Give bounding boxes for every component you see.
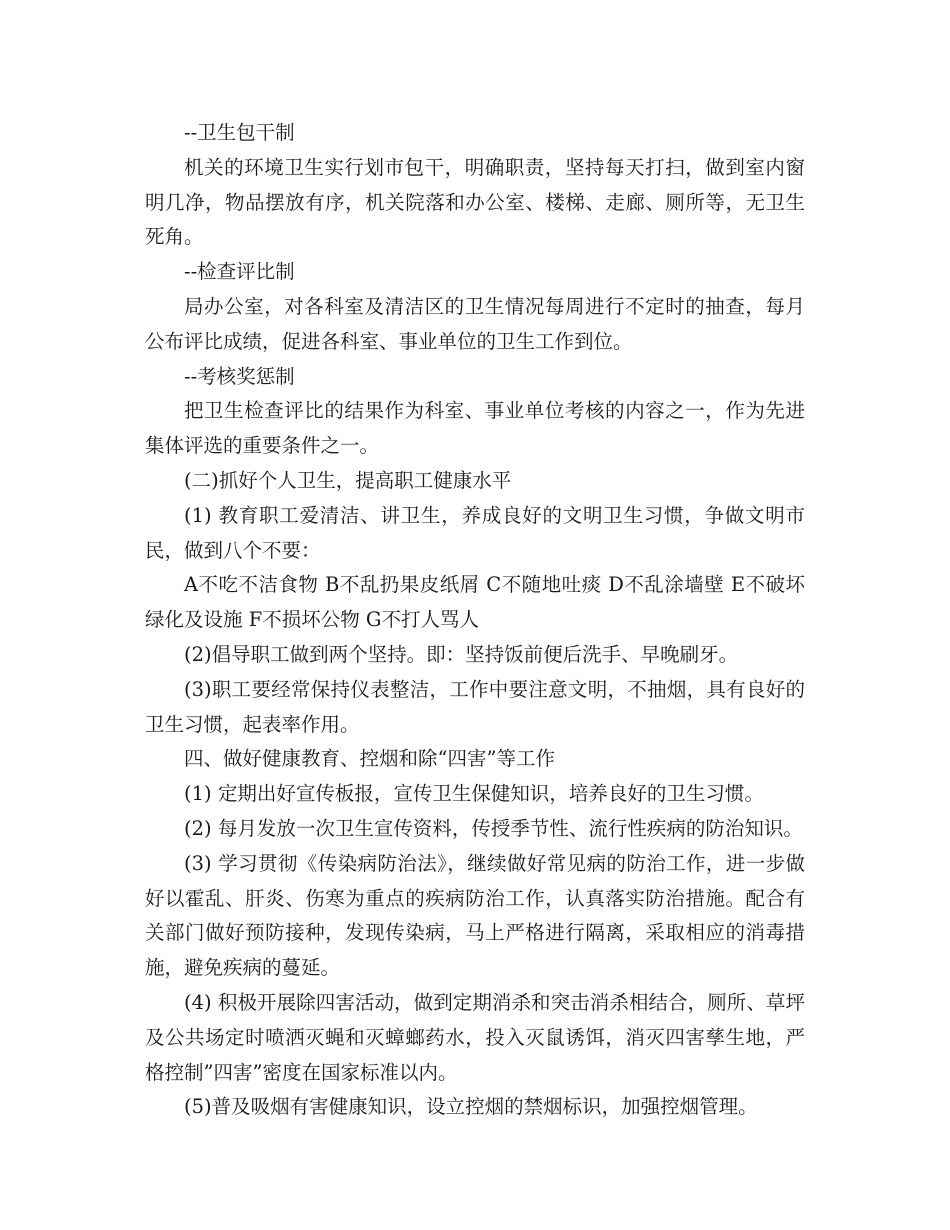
- list-item-3: (3)职工要经常保持仪表整洁，工作中要注意文明，不抽烟，具有良好的卫生习惯，起表率作用。: [145, 677, 805, 736]
- list-item-health-5: (5)普及吸烟有害健康知识，设立控烟的禁烟标识，加强控烟管理。: [184, 1095, 758, 1119]
- list-item-health-1: (1) 定期出好宣传板报，宣传卫生保健知识，培养良好的卫生习惯。: [184, 782, 764, 806]
- heading-inspection-system: --检查评比制: [184, 260, 295, 284]
- list-item-health-3: (3) 学习贯彻《传染病防治法》，继续做好常见病的防治工作，进一步做好以霍乱、肝炎、伤寒为重点的疾病防治工作，认真落实防治措施。配合有关部门做好预防接种，发现传染病，马上严格进行隔离，采取相应的消毒措施，避免疾病的蔓延。: [145, 851, 805, 980]
- list-item-1: (1) 教育职工爱清洁、讲卫生，养成良好的文明卫生习惯，争做文明市民，做到八个不要：: [145, 503, 805, 562]
- list-item-health-4: (4) 积极开展除四害活动，做到定期消杀和突击消杀相结合，厕所、草坪及公共场定时喷洒灭蝇和灭蟑螂药水，投入灭鼠诱饵，消灭四害孳生地，严格控制”四害”密度在国家标准以内。: [145, 990, 805, 1084]
- section-heading-health-education: 四、做好健康教育、控烟和除“四害”等工作: [184, 747, 555, 771]
- paragraph-assessment: 把卫生检查评比的结果作为科室、事业单位考核的内容之一，作为先进集体评选的重要条件之一。: [145, 399, 805, 458]
- list-item-health-2: (2) 每月发放一次卫生宣传资料，传授季节性、流行性疾病的防治知识。: [184, 816, 803, 840]
- document-body: [145, 116, 805, 1125]
- paragraph-inspection: 局办公室，对各科室及清洁区的卫生情况每周进行不定时的抽查，每月公布评比成绩，促进各科室、事业单位的卫生工作到位。: [145, 294, 805, 353]
- list-item-eight-donts: A不吃不洁食物 B不乱扔果皮纸屑 C不随地吐痰 D不乱涂墙壁 E不破坏绿化及设施 F不损坏公物 G不打人骂人: [145, 573, 805, 632]
- paragraph-hygiene-contract: 机关的环境卫生实行划市包干，明确职责，坚持每天打扫，做到室内窗明几净，物品摆放有序，机关院落和办公室、楼梯、走廊、厕所等，无卫生死角。: [145, 155, 805, 249]
- heading-assessment-system: --考核奖惩制: [184, 364, 295, 388]
- list-item-2: (2)倡导职工做到两个坚持。即：坚持饭前便后洗手、早晚刷牙。: [184, 642, 739, 666]
- section-heading-personal-hygiene: (二)抓好个人卫生，提高职工健康水平: [184, 468, 512, 492]
- heading-hygiene-contract-system: --卫生包干制: [184, 121, 295, 144]
